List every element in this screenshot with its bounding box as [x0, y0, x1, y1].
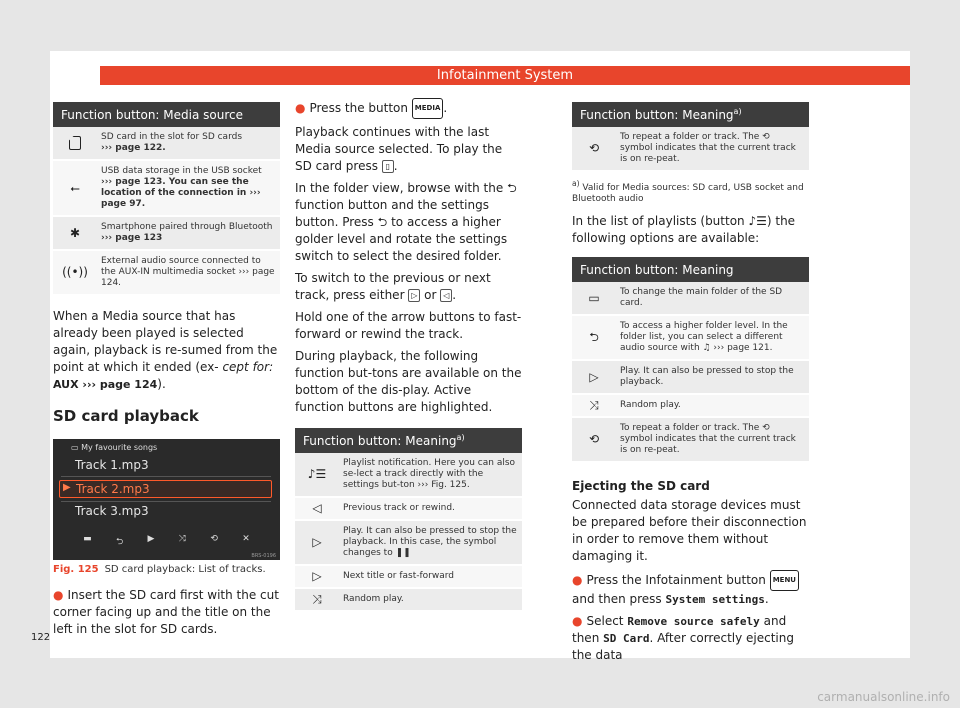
play-icon[interactable]: ▶	[147, 534, 155, 544]
row-text: Playlist notification. Here you can also se-lect a track directly with the settings but-ton ››› Fig. 125.	[343, 458, 516, 490]
close-icon[interactable]: ✕	[242, 534, 250, 544]
table-row	[295, 565, 522, 588]
column-right	[572, 102, 809, 669]
row-ref: ››› page 123	[101, 233, 163, 243]
repeat-icon[interactable]: ⟲	[210, 534, 218, 544]
next-icon: ▷	[312, 569, 322, 583]
usb-icon: ⭠	[70, 180, 80, 195]
table-row	[572, 394, 809, 417]
table-row	[295, 520, 522, 565]
row-text: Play. It can also be pressed to stop the playback.	[620, 366, 794, 387]
table-row	[572, 360, 809, 394]
table-row	[572, 315, 809, 360]
table-row	[53, 250, 280, 295]
row-text: To repeat a folder or track. The ⟲ symbol indicates that the current track is on re-peat.	[620, 423, 796, 455]
sd-card-icon	[69, 136, 81, 150]
row-text: Next title or fast-forward	[343, 571, 455, 581]
row-text: Play. It can also be pressed to stop the playback. In this case, the symbol changes to ❚❚	[343, 526, 517, 558]
track-item-selected[interactable]: ▶ Track 2.mp3	[59, 480, 272, 498]
menu-button-icon: MENU	[770, 570, 799, 591]
row-text: Previous track or rewind.	[343, 503, 455, 513]
next-icon: ▷	[408, 289, 420, 302]
source-icon[interactable]: ▬	[83, 534, 92, 544]
repeat-table	[572, 102, 809, 127]
bullet-press-media: ● Press the button MEDIA .	[295, 98, 522, 119]
paragraph-during: During playback, the following function but-tons are available on the bottom of the dis-play. Active function buttons are highlighted.	[295, 349, 522, 414]
table-row	[53, 127, 280, 160]
folder-up-icon: ⮌	[589, 330, 599, 344]
row-text: SD card in the slot for SD cards	[101, 132, 243, 142]
footnote: $^{a)}$ Valid for Media sources: SD card, USB socket and Bluetooth audio	[572, 179, 804, 204]
playlist-rows	[572, 282, 809, 463]
shuffle-icon[interactable]: ⤨	[178, 534, 186, 544]
document-page	[50, 51, 910, 662]
table-row	[572, 417, 809, 462]
figure-track-list	[53, 439, 280, 560]
aux-icon: ((•))	[62, 265, 88, 279]
row-text: To change the main folder of the SD card.	[620, 287, 783, 308]
playlist-icon: ♪☰	[307, 467, 327, 481]
paragraph-eject: Connected data storage devices must be prepared before their disconnection in order to remove them without damaging it.	[572, 498, 807, 563]
paragraph-switch: To switch to the previous or next track, press either ▷ or ◁ .	[295, 271, 491, 302]
track-item[interactable]: Track 1.mp3	[75, 458, 149, 472]
row-ref: ››› page 123. You can see the location of the connection in ››› page 97.	[101, 177, 261, 209]
repeat-icon: ⟲	[588, 141, 600, 155]
paragraph-playlists: In the list of playlists (button ♪☰) the following options are available:	[572, 214, 796, 245]
figure-caption: Fig. 125 SD card playback: List of tracks.	[53, 564, 266, 575]
media-button-icon: MEDIA	[412, 98, 444, 119]
shuffle-icon: ⤨	[589, 398, 599, 412]
row-text: Random play.	[343, 594, 404, 604]
shuffle-icon: ⤨	[312, 592, 322, 606]
paragraph-resume: When a Media source that has already been played is selected again, playback is re-sumed from the point at which it ended (ex- cept for: AUX ››› page 124).	[53, 309, 278, 391]
playback-rows	[295, 453, 522, 612]
table-row	[53, 160, 280, 216]
row-text: To repeat a folder or track. The ⟲ symbol indicates that the current track is on re-peat.	[620, 132, 796, 164]
row-ref: ››› page 122.	[101, 143, 166, 153]
folder-up-icon: ⮌	[507, 181, 517, 195]
paragraph-folder: In the folder view, browse with the ⮌ function button and the settings button. Press ⮌ to access a higher golder level and rotate the settings switch to select the desired folder.	[295, 181, 517, 263]
paragraph-hold: Hold one of the arrow buttons to fast-forward or rewind the track.	[295, 310, 522, 341]
row-text: USB data storage in the USB socket	[101, 166, 262, 176]
previous-icon: ◁	[440, 289, 452, 302]
eject-heading: Ejecting the SD card	[572, 479, 710, 493]
table-heading: Function button: Meaning$^{a)}$	[295, 428, 522, 453]
table-heading: Function button: Media source	[53, 102, 280, 127]
play-icon: ▷	[589, 369, 599, 384]
bullet-remove-source: ● Select Remove source safely and then SD Card. After correctly ejecting the data	[572, 614, 794, 662]
playback-table	[295, 428, 522, 453]
row-text: Random play.	[620, 400, 681, 410]
play-circle-icon: ▶	[63, 482, 71, 493]
table-row	[295, 497, 522, 520]
row-text: Smartphone paired through Bluetooth	[101, 222, 273, 232]
row-text: To access a higher folder level. In the folder list, you can select a different audio source with ♫ ››› page 121.	[620, 321, 788, 353]
folder-up-icon[interactable]: ⮌	[116, 537, 124, 547]
bullet-insert-sd: ● Insert the SD card first with the cut corner facing up and the title on the left in the slot for SD cards.	[53, 588, 279, 636]
row-text: External audio source connected to the AUX-IN multimedia socket ››› page 124.	[101, 256, 275, 288]
page-header: Infotainment System	[100, 66, 910, 85]
previous-icon: ◁	[312, 501, 322, 515]
sd-card-icon: ▯	[382, 160, 394, 173]
media-source-rows	[53, 127, 280, 296]
table-row	[295, 453, 522, 497]
play-icon: ▷	[312, 535, 322, 549]
page-number: 122	[31, 632, 51, 643]
bluetooth-icon: ✱	[69, 225, 81, 240]
repeat-rows	[572, 127, 809, 172]
column-left	[53, 102, 280, 643]
folder-up-icon: ⮌	[377, 215, 388, 229]
control-bar	[53, 534, 280, 550]
table-heading: Function button: Meaning	[572, 257, 809, 282]
bullet-press-menu: ● Press the Infotainment button MENU and then press System settings.	[572, 570, 809, 608]
figure-code: BRS-0196	[251, 553, 276, 559]
table-row	[295, 588, 522, 611]
sd-folder-icon: ▭	[588, 290, 600, 305]
table-row	[572, 127, 809, 171]
section-title: SD card playback	[53, 407, 199, 425]
playlist-table	[572, 257, 809, 282]
track-item[interactable]: Track 3.mp3	[75, 504, 149, 518]
table-row	[572, 282, 809, 315]
media-source-table	[53, 102, 280, 127]
table-row	[53, 216, 280, 250]
paragraph-continue: Playback continues with the last Media source selected. To play the SD card press ▯ .	[295, 125, 503, 173]
bullet-icon: ●	[53, 588, 64, 602]
repeat-icon: ⟲	[588, 432, 600, 446]
column-middle	[295, 98, 522, 612]
folder-bar: ▭ My favourite songs	[71, 443, 158, 452]
watermark: carmanualsonline.info	[817, 690, 950, 704]
folder-icon: ▭	[71, 443, 82, 452]
table-heading: Function button: Meaning$^{a)}$	[572, 102, 809, 127]
